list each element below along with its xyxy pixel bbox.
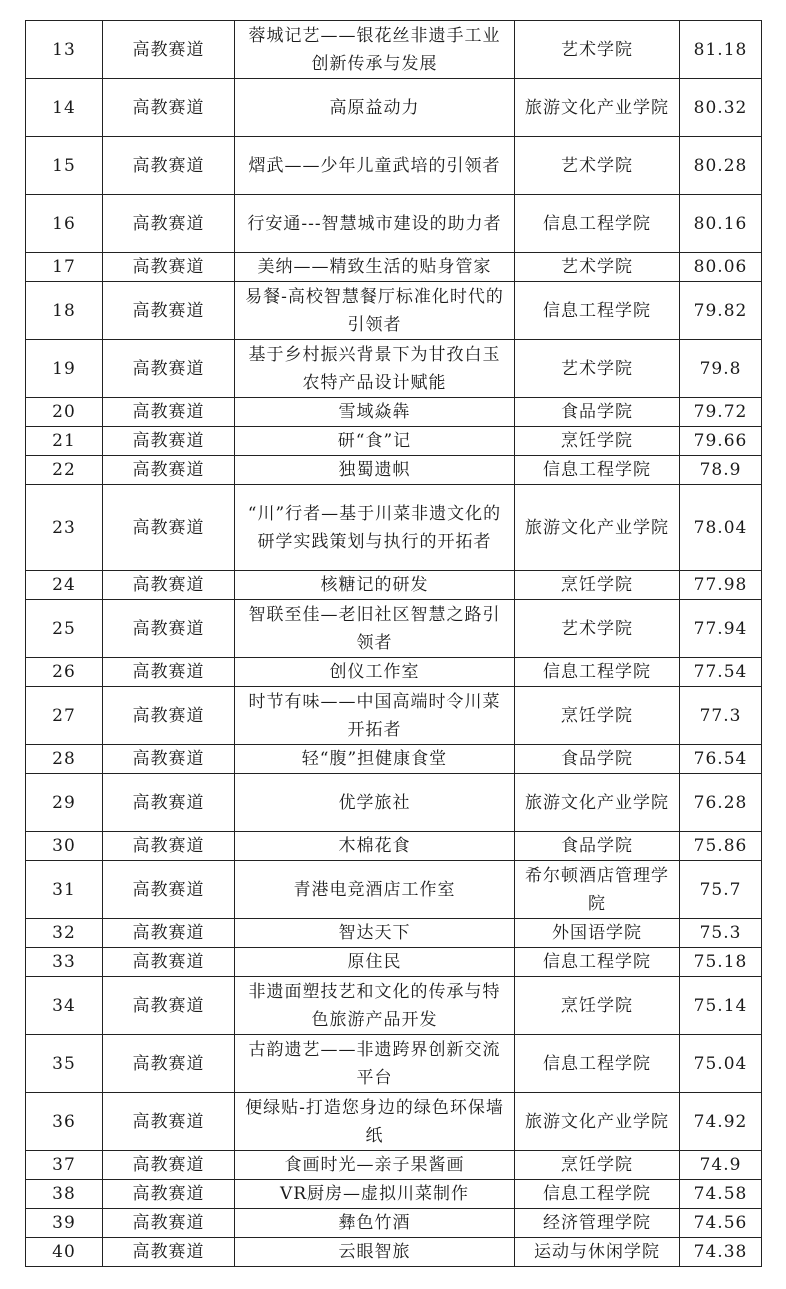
rank-cell: 24 [26,571,103,600]
school-cell: 旅游文化产业学院 [515,774,680,832]
school-cell: 烹饪学院 [515,687,680,745]
school-cell: 信息工程学院 [515,1180,680,1209]
project-name-cell: 云眼智旅 [235,1238,515,1267]
score-cell: 75.7 [680,861,762,919]
rank-cell: 33 [26,948,103,977]
track-cell: 高教赛道 [103,340,235,398]
score-cell: 80.28 [680,137,762,195]
table-row [26,919,762,948]
rank-cell: 40 [26,1238,103,1267]
table-row [26,1093,762,1151]
school-cell: 希尔顿酒店管理学院 [515,861,680,919]
school-cell: 信息工程学院 [515,282,680,340]
table-row [26,687,762,745]
rank-cell: 14 [26,79,103,137]
rank-cell: 28 [26,745,103,774]
table-row [26,1035,762,1093]
table-row [26,282,762,340]
school-cell: 经济管理学院 [515,1209,680,1238]
track-cell: 高教赛道 [103,195,235,253]
score-cell: 74.92 [680,1093,762,1151]
project-name-cell: 时节有味——中国高端时令川菜开拓者 [235,687,515,745]
results-table [25,20,762,1267]
score-cell: 80.16 [680,195,762,253]
table-row [26,600,762,658]
table-row [26,745,762,774]
score-cell: 79.8 [680,340,762,398]
school-cell: 旅游文化产业学院 [515,485,680,571]
rank-cell: 35 [26,1035,103,1093]
school-cell: 烹饪学院 [515,571,680,600]
track-cell: 高教赛道 [103,485,235,571]
score-cell: 78.9 [680,456,762,485]
project-name-cell: VR厨房—虚拟川菜制作 [235,1180,515,1209]
score-cell: 81.18 [680,21,762,79]
table-row [26,485,762,571]
school-cell: 信息工程学院 [515,1035,680,1093]
score-cell: 74.56 [680,1209,762,1238]
rank-cell: 37 [26,1151,103,1180]
school-cell: 艺术学院 [515,600,680,658]
rank-cell: 22 [26,456,103,485]
project-name-cell: 食画时光—亲子果酱画 [235,1151,515,1180]
project-name-cell: 原住民 [235,948,515,977]
school-cell: 外国语学院 [515,919,680,948]
score-cell: 74.38 [680,1238,762,1267]
rank-cell: 32 [26,919,103,948]
table-row [26,774,762,832]
school-cell: 食品学院 [515,745,680,774]
rank-cell: 36 [26,1093,103,1151]
track-cell: 高教赛道 [103,79,235,137]
track-cell: 高教赛道 [103,948,235,977]
score-cell: 75.14 [680,977,762,1035]
score-cell: 74.9 [680,1151,762,1180]
rank-cell: 31 [26,861,103,919]
school-cell: 烹饪学院 [515,427,680,456]
results-table-body [26,21,762,1267]
school-cell: 运动与休闲学院 [515,1238,680,1267]
track-cell: 高教赛道 [103,832,235,861]
track-cell: 高教赛道 [103,282,235,340]
school-cell: 烹饪学院 [515,977,680,1035]
track-cell: 高教赛道 [103,1238,235,1267]
project-name-cell: 蓉城记艺——银花丝非遗手工业创新传承与发展 [235,21,515,79]
score-cell: 77.98 [680,571,762,600]
table-row [26,398,762,427]
score-cell: 79.82 [680,282,762,340]
rank-cell: 19 [26,340,103,398]
track-cell: 高教赛道 [103,1035,235,1093]
project-name-cell: 高原益动力 [235,79,515,137]
school-cell: 艺术学院 [515,253,680,282]
school-cell: 艺术学院 [515,21,680,79]
score-cell: 76.54 [680,745,762,774]
score-cell: 75.04 [680,1035,762,1093]
track-cell: 高教赛道 [103,571,235,600]
track-cell: 高教赛道 [103,1093,235,1151]
track-cell: 高教赛道 [103,1180,235,1209]
track-cell: 高教赛道 [103,253,235,282]
project-name-cell: 轻“腹”担健康食堂 [235,745,515,774]
score-cell: 74.58 [680,1180,762,1209]
school-cell: 艺术学院 [515,137,680,195]
project-name-cell: 智联至佳—老旧社区智慧之路引领者 [235,600,515,658]
school-cell: 旅游文化产业学院 [515,79,680,137]
track-cell: 高教赛道 [103,774,235,832]
table-row [26,137,762,195]
track-cell: 高教赛道 [103,398,235,427]
school-cell: 信息工程学院 [515,195,680,253]
rank-cell: 23 [26,485,103,571]
rank-cell: 38 [26,1180,103,1209]
project-name-cell: 独蜀遗帜 [235,456,515,485]
rank-cell: 25 [26,600,103,658]
school-cell: 信息工程学院 [515,658,680,687]
score-cell: 77.54 [680,658,762,687]
project-name-cell: 基于乡村振兴背景下为甘孜白玉农特产品设计赋能 [235,340,515,398]
table-row [26,456,762,485]
track-cell: 高教赛道 [103,600,235,658]
school-cell: 食品学院 [515,832,680,861]
project-name-cell: 便绿贴-打造您身边的绿色环保墙纸 [235,1093,515,1151]
score-cell: 77.94 [680,600,762,658]
table-row [26,21,762,79]
table-row [26,948,762,977]
rank-cell: 15 [26,137,103,195]
rank-cell: 21 [26,427,103,456]
track-cell: 高教赛道 [103,1151,235,1180]
rank-cell: 16 [26,195,103,253]
track-cell: 高教赛道 [103,21,235,79]
score-cell: 75.3 [680,919,762,948]
track-cell: 高教赛道 [103,977,235,1035]
table-row [26,977,762,1035]
project-name-cell: 美纳——精致生活的贴身管家 [235,253,515,282]
table-row [26,195,762,253]
table-row [26,1151,762,1180]
track-cell: 高教赛道 [103,861,235,919]
project-name-cell: “川”行者—基于川菜非遗文化的研学实践策划与执行的开拓者 [235,485,515,571]
table-row [26,861,762,919]
table-row [26,253,762,282]
rank-cell: 30 [26,832,103,861]
score-cell: 80.32 [680,79,762,137]
rank-cell: 34 [26,977,103,1035]
school-cell: 信息工程学院 [515,456,680,485]
table-row [26,1209,762,1238]
project-name-cell: 雪域焱犇 [235,398,515,427]
rank-cell: 20 [26,398,103,427]
school-cell: 食品学院 [515,398,680,427]
score-cell: 76.28 [680,774,762,832]
rank-cell: 13 [26,21,103,79]
table-row [26,658,762,687]
project-name-cell: 行安通---智慧城市建设的助力者 [235,195,515,253]
track-cell: 高教赛道 [103,919,235,948]
table-row [26,79,762,137]
score-cell: 75.86 [680,832,762,861]
score-cell: 77.3 [680,687,762,745]
score-cell: 79.66 [680,427,762,456]
track-cell: 高教赛道 [103,658,235,687]
project-name-cell: 非遗面塑技艺和文化的传承与特色旅游产品开发 [235,977,515,1035]
school-cell: 信息工程学院 [515,948,680,977]
rank-cell: 29 [26,774,103,832]
track-cell: 高教赛道 [103,427,235,456]
table-row [26,1180,762,1209]
school-cell: 旅游文化产业学院 [515,1093,680,1151]
rank-cell: 26 [26,658,103,687]
project-name-cell: 智达天下 [235,919,515,948]
score-cell: 78.04 [680,485,762,571]
table-row [26,832,762,861]
project-name-cell: 优学旅社 [235,774,515,832]
project-name-cell: 青港电竞酒店工作室 [235,861,515,919]
track-cell: 高教赛道 [103,137,235,195]
school-cell: 艺术学院 [515,340,680,398]
track-cell: 高教赛道 [103,456,235,485]
rank-cell: 18 [26,282,103,340]
project-name-cell: 木棉花食 [235,832,515,861]
rank-cell: 17 [26,253,103,282]
score-cell: 79.72 [680,398,762,427]
project-name-cell: 熠武——少年儿童武培的引领者 [235,137,515,195]
project-name-cell: 研“食”记 [235,427,515,456]
project-name-cell: 古韵遗艺——非遗跨界创新交流平台 [235,1035,515,1093]
table-row [26,340,762,398]
score-cell: 80.06 [680,253,762,282]
project-name-cell: 易餐-高校智慧餐厅标准化时代的引领者 [235,282,515,340]
table-row [26,571,762,600]
project-name-cell: 核糖记的研发 [235,571,515,600]
track-cell: 高教赛道 [103,1209,235,1238]
rank-cell: 27 [26,687,103,745]
project-name-cell: 彝色竹酒 [235,1209,515,1238]
track-cell: 高教赛道 [103,687,235,745]
score-cell: 75.18 [680,948,762,977]
track-cell: 高教赛道 [103,745,235,774]
table-row [26,1238,762,1267]
rank-cell: 39 [26,1209,103,1238]
school-cell: 烹饪学院 [515,1151,680,1180]
project-name-cell: 创仪工作室 [235,658,515,687]
table-row [26,427,762,456]
